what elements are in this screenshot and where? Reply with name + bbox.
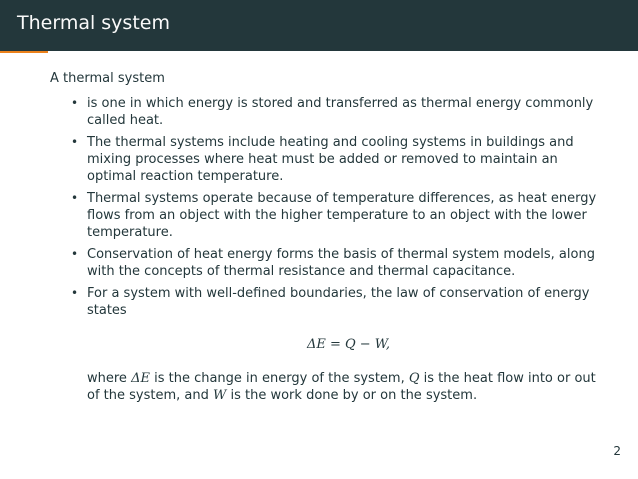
list-item <box>71 246 610 280</box>
equation-text: ΔE = Q − W, <box>306 337 391 352</box>
accent-rule <box>0 51 48 53</box>
list-item <box>71 95 610 129</box>
bullet-text: is one in which energy is stored and transferred as thermal energy commonly called heat. <box>87 96 594 128</box>
bullet-icon: • <box>71 135 79 149</box>
bullet-icon: • <box>71 96 79 110</box>
intro-prefix: A <box>50 71 64 86</box>
slide-header <box>0 0 638 51</box>
list-item <box>71 285 610 404</box>
bullet-text: The thermal systems include heating and cooling systems in buildings and mixing processes where heat must be added or removed to maintain an optimal reaction temperature. <box>87 135 574 184</box>
explanation-part4: is the work done by or on the system. <box>226 388 478 403</box>
symbol-q: Q <box>408 371 420 386</box>
bullet-list <box>50 95 610 404</box>
bullet-icon: • <box>71 191 79 205</box>
slide-title: Thermal system <box>17 12 170 34</box>
slide-content <box>50 70 610 409</box>
intro-line <box>50 70 610 87</box>
symbol-delta-e: ΔE <box>131 371 150 386</box>
bullet-text: For a system with well-defined boundaries, the law of conservation of energy states <box>87 286 590 318</box>
bullet-icon: • <box>71 247 79 261</box>
list-item <box>71 134 610 185</box>
explanation-part1: where <box>87 371 132 386</box>
page-number: 2 <box>613 444 621 458</box>
list-item <box>71 190 610 241</box>
bullet-icon: • <box>71 286 79 300</box>
bullet-text: Conservation of heat energy forms the basis of thermal system models, along with the concepts of thermal resistance and thermal capacitance. <box>87 247 595 279</box>
intro-term: thermal system <box>63 71 165 86</box>
equation <box>87 336 610 353</box>
explanation-part2: is the change in energy of the system, <box>149 371 409 386</box>
symbol-w: W <box>212 388 227 403</box>
explanation-part3: is the heat flow into or out of the system, and <box>87 371 596 403</box>
bullet-text: Thermal systems operate because of temperature differences, as heat energy flows from an object with the higher temperature to an object with the lower temperature. <box>87 191 597 240</box>
equation-explanation <box>87 370 610 404</box>
